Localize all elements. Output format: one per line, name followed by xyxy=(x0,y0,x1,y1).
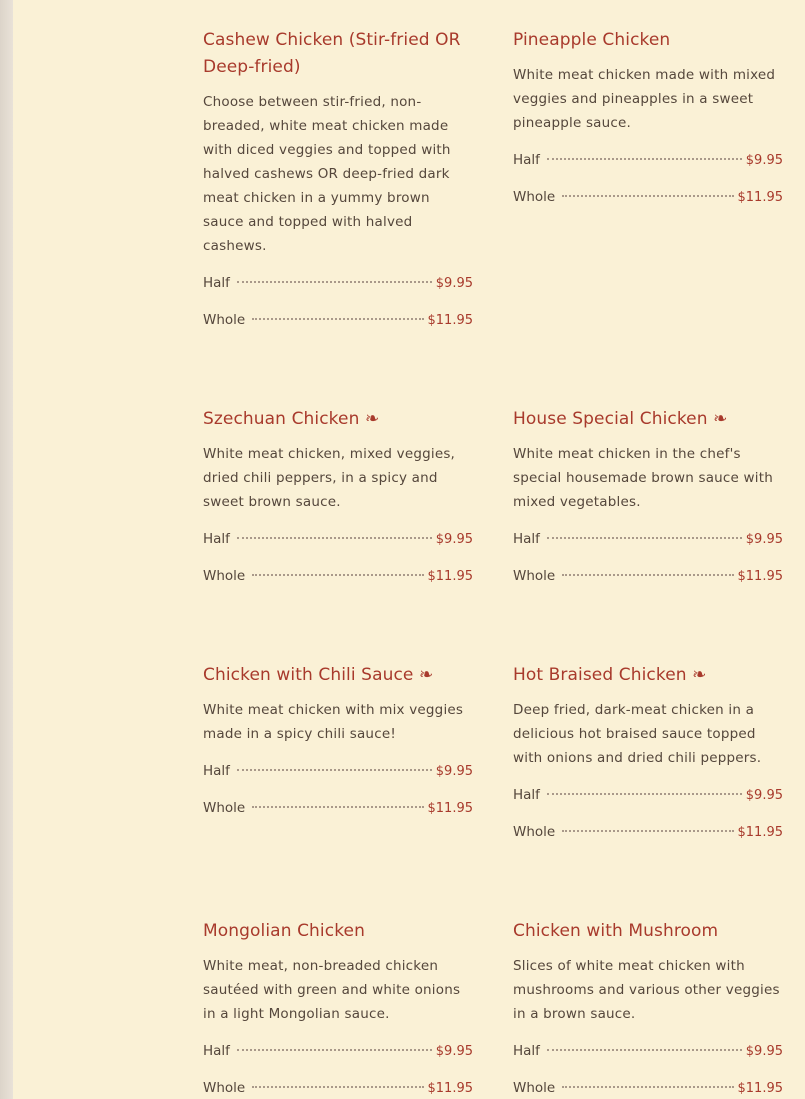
price-row-half xyxy=(203,527,473,551)
price-row-whole xyxy=(513,1076,783,1099)
dot-leader xyxy=(562,1086,733,1088)
dot-leader xyxy=(547,537,742,539)
size-label: Half xyxy=(513,531,540,547)
dot-leader xyxy=(562,195,733,197)
price: $9.95 xyxy=(435,1044,473,1059)
item-description: White meat chicken with mix veggies made in a spicy chili sauce! xyxy=(203,702,464,742)
price: $9.95 xyxy=(745,1044,783,1059)
page-edge xyxy=(0,0,13,1099)
size-label: Half xyxy=(513,1043,540,1059)
dot-leader xyxy=(547,158,742,160)
price-row-whole xyxy=(203,796,473,820)
size-label: Whole xyxy=(203,568,246,584)
price: $11.95 xyxy=(737,1081,783,1096)
price-row-whole xyxy=(203,308,473,332)
item-description: White meat, non-breaded chicken sautéed with green and white onions in a light Mongolian sauce. xyxy=(203,958,461,1022)
item-description: White meat chicken, mixed veggies, dried chili peppers, in a spicy and sweet brown sauce. xyxy=(203,446,456,510)
price: $9.95 xyxy=(435,532,473,547)
price-row-half xyxy=(203,271,473,295)
dot-leader xyxy=(252,806,423,808)
dot-leader xyxy=(237,537,432,539)
menu-item-hot-braised-chicken xyxy=(513,662,783,844)
dot-leader xyxy=(252,1086,423,1088)
price-row-whole xyxy=(513,564,783,588)
item-title: House Special Chicken ❧ xyxy=(513,409,728,429)
item-description: White meat chicken in the chef's special housemade brown sauce with mixed vegetables. xyxy=(513,446,773,510)
price: $11.95 xyxy=(427,569,473,584)
size-label: Half xyxy=(203,1043,230,1059)
price: $9.95 xyxy=(745,532,783,547)
item-title: Pineapple Chicken xyxy=(513,30,671,50)
size-label: Whole xyxy=(513,824,556,840)
item-description: Deep fried, dark-meat chicken in a delicious hot braised sauce topped with onions and dried chili peppers. xyxy=(513,702,762,766)
item-title: Hot Braised Chicken ❧ xyxy=(513,665,707,685)
menu-item-szechuan-chicken xyxy=(203,406,473,588)
size-label: Half xyxy=(203,275,230,291)
price-row-whole xyxy=(203,564,473,588)
size-label: Half xyxy=(203,763,230,779)
menu-item-house-special-chicken xyxy=(513,406,783,588)
menu-item-cashew-chicken xyxy=(203,27,473,332)
price: $11.95 xyxy=(427,801,473,816)
price-row-whole xyxy=(513,185,783,209)
price: $11.95 xyxy=(427,313,473,328)
item-description: White meat chicken made with mixed veggies and pineapples in a sweet pineapple sauce. xyxy=(513,67,776,131)
item-title: Chicken with Mushroom xyxy=(513,921,719,941)
dot-leader xyxy=(252,318,423,320)
item-title: Mongolian Chicken xyxy=(203,921,365,941)
menu-item-pineapple-chicken xyxy=(513,27,783,209)
price-row-half xyxy=(513,527,783,551)
price-row-whole xyxy=(203,1076,473,1099)
size-label: Whole xyxy=(513,189,556,205)
item-title: Chicken with Chili Sauce ❧ xyxy=(203,665,434,685)
dot-leader xyxy=(547,793,742,795)
menu-item-chicken-mushroom xyxy=(513,918,783,1099)
price-row-whole xyxy=(513,820,783,844)
price: $9.95 xyxy=(435,276,473,291)
size-label: Whole xyxy=(513,568,556,584)
price: $11.95 xyxy=(737,825,783,840)
price: $11.95 xyxy=(427,1081,473,1096)
size-label: Whole xyxy=(203,800,246,816)
price-row-half xyxy=(203,1039,473,1063)
price: $9.95 xyxy=(435,764,473,779)
size-label: Whole xyxy=(203,1080,246,1096)
menu-item-mongolian-chicken xyxy=(203,918,473,1099)
size-label: Half xyxy=(513,787,540,803)
price: $11.95 xyxy=(737,569,783,584)
dot-leader xyxy=(237,769,432,771)
item-description: Choose between stir-fried, non-breaded, white meat chicken made with diced veggies and topped with halved cashews OR deep-fried dark meat chicken in a yummy brown sauce and topped with halved cashews. xyxy=(203,94,451,254)
size-label: Half xyxy=(203,531,230,547)
item-title: Cashew Chicken (Stir-fried OR Deep-fried) xyxy=(203,30,461,77)
item-description: Slices of white meat chicken with mushrooms and various other veggies in a brown sauce. xyxy=(513,958,780,1022)
price-row-half xyxy=(203,759,473,783)
price: $11.95 xyxy=(737,190,783,205)
dot-leader xyxy=(237,281,432,283)
dot-leader xyxy=(237,1049,432,1051)
menu-page xyxy=(13,0,805,1099)
size-label: Whole xyxy=(513,1080,556,1096)
price: $9.95 xyxy=(745,153,783,168)
price-row-half xyxy=(513,783,783,807)
size-label: Whole xyxy=(203,312,246,328)
dot-leader xyxy=(562,574,733,576)
price-row-half xyxy=(513,1039,783,1063)
dot-leader xyxy=(547,1049,742,1051)
price: $9.95 xyxy=(745,788,783,803)
menu-item-chicken-chili-sauce xyxy=(203,662,473,820)
size-label: Half xyxy=(513,152,540,168)
dot-leader xyxy=(252,574,423,576)
item-title: Szechuan Chicken ❧ xyxy=(203,409,380,429)
price-row-half xyxy=(513,148,783,172)
dot-leader xyxy=(562,830,733,832)
